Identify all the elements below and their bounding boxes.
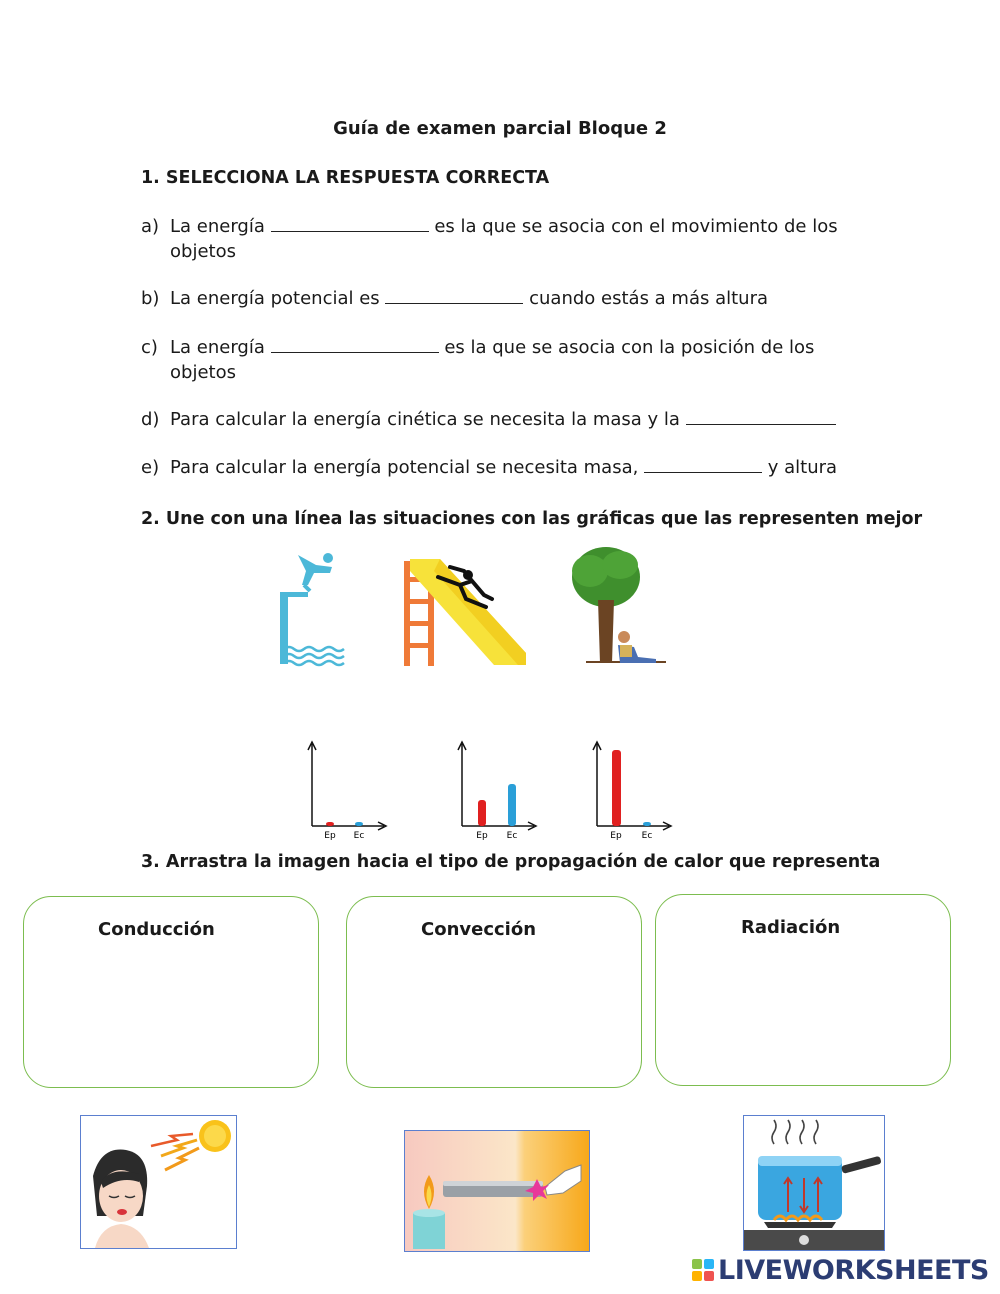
logo-square-3: [692, 1271, 702, 1281]
blank-input[interactable]: [271, 230, 429, 232]
boiling-pot-image[interactable]: [743, 1115, 885, 1251]
liveworksheets-logo: [692, 1253, 989, 1287]
candle-bar-image[interactable]: [404, 1130, 590, 1252]
drop-box-label: Convección: [421, 919, 537, 940]
graph-bar-ep: [612, 750, 621, 826]
drop-box-conveccion[interactable]: [346, 896, 642, 1088]
graph-label-ec: Ec: [641, 831, 653, 841]
section2-heading: 2. Une con una línea las situaciones con las gráficas que las representen mejor: [141, 509, 923, 529]
question-label: d): [141, 409, 160, 430]
sun-face-image[interactable]: [80, 1115, 237, 1249]
blank-input[interactable]: [385, 302, 523, 304]
question-c: [141, 335, 881, 385]
logo-square-1: [692, 1259, 702, 1269]
graph-label-ec: Ec: [353, 831, 365, 841]
question-d: [141, 407, 881, 432]
blank-input[interactable]: [644, 471, 762, 473]
question-label: a): [141, 216, 160, 237]
logo-square-2: [704, 1259, 714, 1269]
question-b: [141, 286, 881, 311]
question-a: [141, 214, 881, 264]
slide-image[interactable]: [400, 555, 530, 670]
graph-label-ep: Ep: [324, 831, 336, 841]
logo-mark-icon: [692, 1259, 714, 1281]
graph-label-ep: Ep: [476, 831, 488, 841]
question-label: e): [141, 457, 160, 478]
question-label: b): [141, 288, 160, 309]
drop-box-radiacion[interactable]: [655, 894, 951, 1086]
question-text: La energía: [170, 337, 271, 358]
graph-bar-ec: [355, 822, 363, 826]
sun-face-illustration: [81, 1116, 236, 1248]
drop-box-conduccion[interactable]: [23, 896, 319, 1088]
question-label: c): [141, 337, 158, 358]
graph-label-ep: Ep: [610, 831, 622, 841]
question-text: Para calcular la energía potencial se necesita masa,: [170, 457, 645, 478]
graph-bar-ec: [508, 784, 516, 826]
drop-box-label: Conducción: [98, 919, 215, 940]
section1-heading: 1. SELECCIONA LA RESPUESTA CORRECTA: [141, 168, 550, 188]
question-text: cuando estás a más altura: [523, 288, 769, 309]
tree-image[interactable]: [568, 545, 678, 670]
section3-heading: 3. Arrastra la imagen hacia el tipo de propagación de calor que representa: [141, 852, 881, 872]
energy-graph-1[interactable]: [300, 738, 390, 842]
boiling-pot-illustration: [744, 1116, 884, 1250]
graph-bar-ep: [326, 822, 334, 826]
question-text: La energía: [170, 216, 271, 237]
question-e: [141, 455, 881, 480]
energy-graph-3[interactable]: [585, 738, 675, 842]
question-text: objetos: [170, 241, 236, 262]
logo-square-4: [704, 1271, 714, 1281]
blank-input[interactable]: [686, 423, 836, 425]
question-text: Para calcular la energía cinética se necesita la masa y la: [170, 409, 686, 430]
graph-bar-ec: [643, 822, 651, 826]
diving-board-image[interactable]: [272, 545, 352, 670]
drop-box-label: Radiación: [741, 917, 841, 938]
question-text: objetos: [170, 362, 236, 383]
energy-graph-2[interactable]: [450, 738, 540, 842]
question-text: es la que se asocia con la posición de los: [438, 337, 815, 358]
question-text: La energía potencial es: [170, 288, 386, 309]
blank-input[interactable]: [271, 351, 439, 353]
graph-label-ec: Ec: [506, 831, 518, 841]
page-title: Guía de examen parcial Bloque 2: [333, 118, 667, 139]
candle-bar-illustration: [405, 1131, 589, 1251]
logo-text: LIVEWORKSHEETS: [718, 1254, 989, 1286]
question-text: es la que se asocia con el movimiento de los: [428, 216, 838, 237]
graph-bar-ep: [478, 800, 486, 826]
question-text: y altura: [762, 457, 838, 478]
